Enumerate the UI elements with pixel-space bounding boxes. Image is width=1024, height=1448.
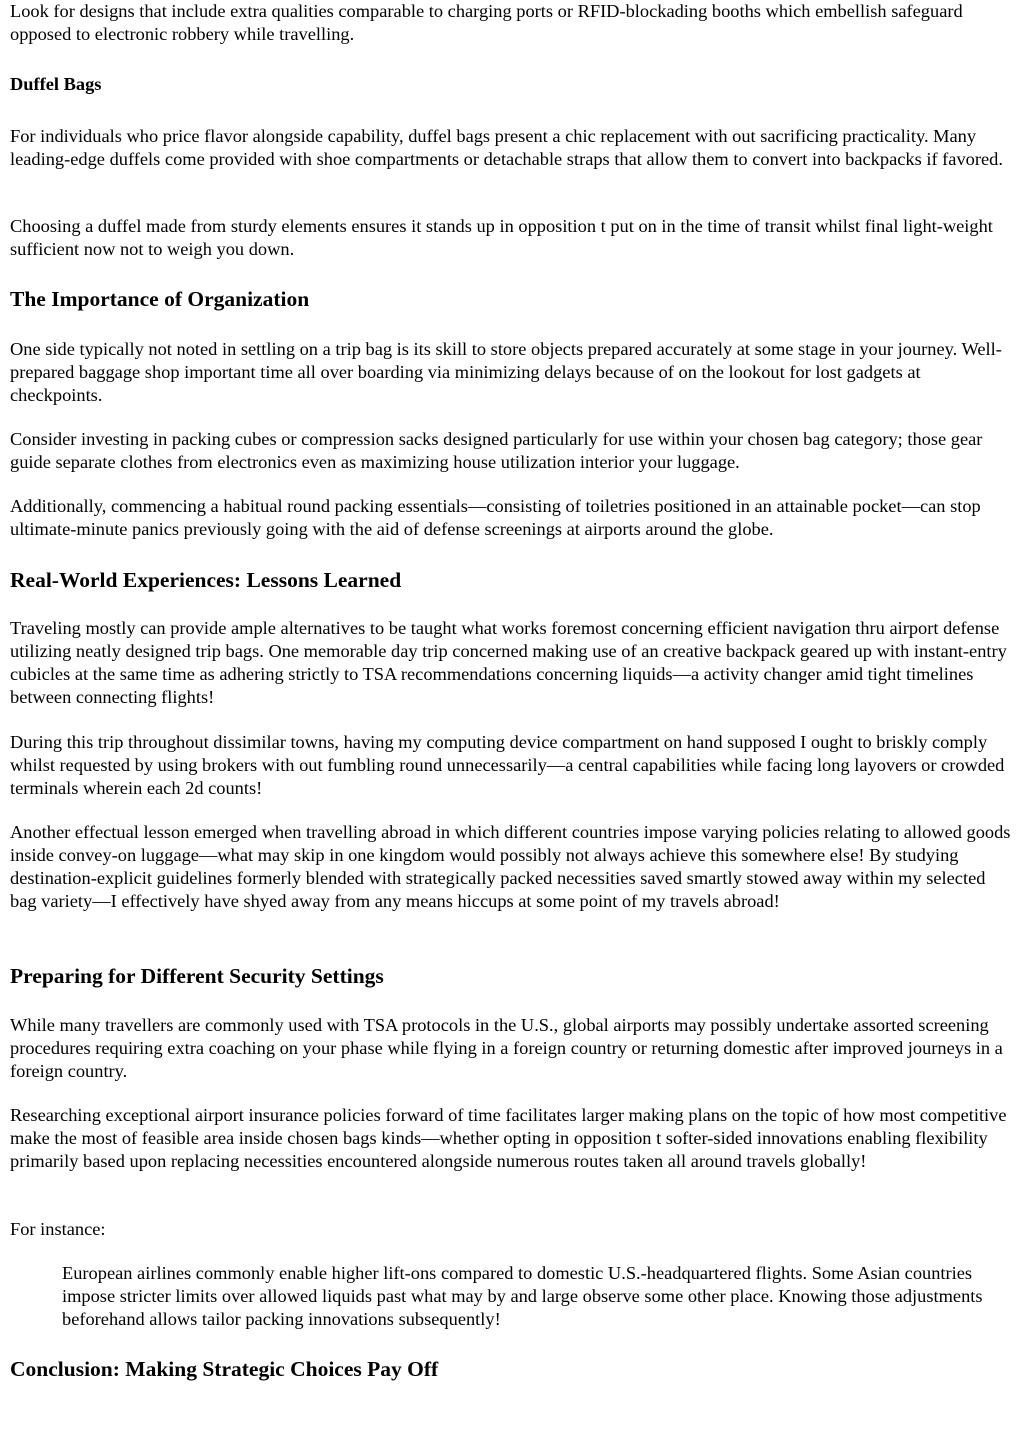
paragraph-intro: Look for designs that include extra qualities comparable to charging ports or RFID-blockading booths which embellish safeguard opposed to electronic robbery while travelling. <box>10 1 963 44</box>
heading-security-settings: Preparing for Different Security Settings <box>10 964 384 988</box>
heading-importance-of-organization: The Importance of Organization <box>10 287 310 311</box>
paragraph-for-instance: For instance: <box>10 1219 106 1239</box>
paragraph-real-world-2: During this trip throughout dissimilar towns, having my computing device compartment on hand supposed I ought to briskly comply whilst requested by using brokers with out fumbling round unnecessarily—a central capabilities while facing long layovers or crowded terminals wherein each 2d counts! <box>10 732 1005 798</box>
paragraph-duffel-1: For individuals who price flavor alongside capability, duffel bags present a chic replacement with out sacrificing practicality. Many leading-edge duffels come provided with shoe compartments or detachable straps that allow them to convert into backpacks if favored. <box>10 126 1003 169</box>
blockquote-airline-examples: European airlines commonly enable higher lift-ons compared to domestic U.S.-headquartered flights. Some Asian countries impose stricter limits over allowed liquids past what may by and large observe some other place. Knowing those adjustments beforehand allows tailor packing innovations subsequently! <box>62 1263 983 1329</box>
paragraph-security-2: Researching exceptional airport insurance policies forward of time facilitates larger making plans on the topic of how most competitive make the most of feasible area inside chosen bags kinds—whether opting in opposition t softer-sided innovations enabling flexibility primarily based upon replacing necessities encountered alongside numerous routes taken all around travels globally! <box>10 1105 1007 1171</box>
heading-duffel-bags: Duffel Bags <box>10 74 102 94</box>
heading-real-world-experiences: Real-World Experiences: Lessons Learned <box>10 568 402 592</box>
paragraph-real-world-1: Traveling mostly can provide ample alternatives to be taught what works foremost concerning efficient navigation thru airport defense utilizing neatly designed trip bags. One memorable day trip concerned making use of an creative backpack geared up with instant-entry cubicles at the same time as adhering strictly to TSA recommendations concerning liquids—a activity changer amid tight timelines between connecting flights! <box>10 618 1007 707</box>
paragraph-real-world-3: Another effectual lesson emerged when travelling abroad in which different countries impose varying policies relating to allowed goods inside convey-on luggage—what may skip in one kingdom would possibly not always achieve this somewhere else! By studying destination-explicit guidelines formerly blended with strategically packed necessities saved smartly stowed away within my selected bag variety—I effectively have shyed away from any means hiccups at some point of my travels abroad! <box>10 822 1011 911</box>
paragraph-organization-1: One side typically not noted in settling on a trip bag is its skill to store objects prepared accurately at some stage in your journey. Well-prepared baggage shop important time all over boarding via minimizing delays because of on the lookout for lost gadgets at checkpoints. <box>10 339 1002 405</box>
paragraph-organization-2: Consider investing in packing cubes or compression sacks designed particularly for use within your chosen bag category; those gear guide separate clothes from electronics even as maximizing house utilization interior your luggage. <box>10 429 983 472</box>
heading-conclusion: Conclusion: Making Strategic Choices Pay Off <box>10 1357 439 1381</box>
paragraph-organization-3: Additionally, commencing a habitual round packing essentials—consisting of toiletries positioned in an attainable pocket—can stop ultimate-minute panics previously going with the aid of defense screenings at airports around the globe. <box>10 496 981 539</box>
paragraph-security-1: While many travellers are commonly used with TSA protocols in the U.S., global airports may possibly undertake assorted screening procedures requiring extra coaching on your phase while flying in a foreign country or returning domestic after improved journeys in a foreign country. <box>10 1015 1003 1081</box>
paragraph-duffel-2: Choosing a duffel made from sturdy elements ensures it stands up in opposition t put on in the time of transit whilst final light-weight sufficient now not to weigh you down. <box>10 216 993 259</box>
